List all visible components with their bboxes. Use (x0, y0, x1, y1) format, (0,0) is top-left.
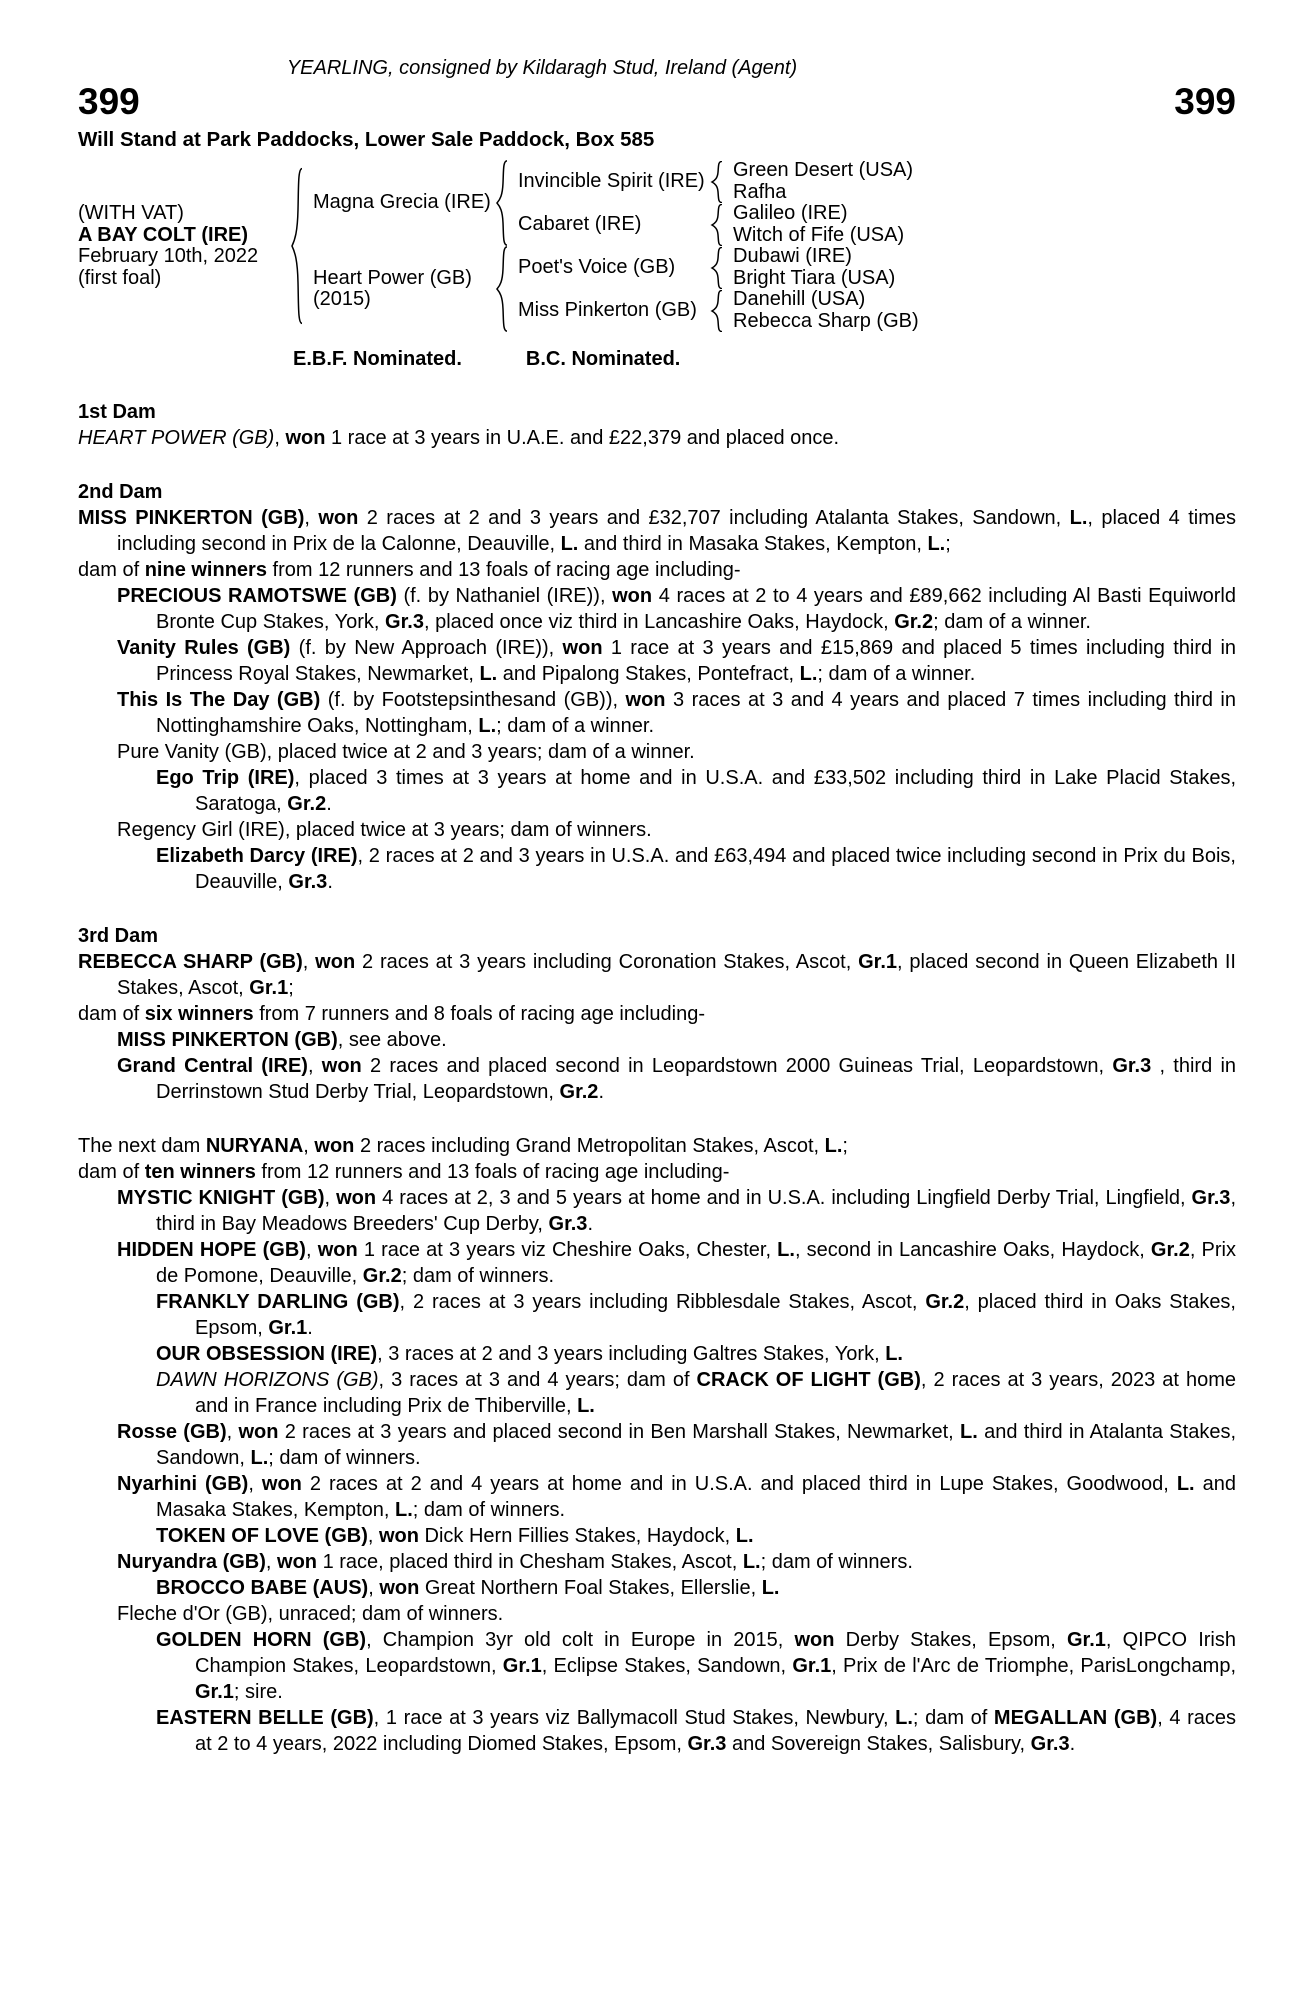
pedigree-paragraph: Pure Vanity (GB), placed twice at 2 and 3 years; dam of a winner. (117, 741, 695, 763)
great-grandparents (733, 160, 947, 203)
colt-foaling-date: February 10th, 2022 (78, 245, 259, 267)
pedigree-paragraph: MISS PINKERTON (GB), see above. (117, 1029, 447, 1051)
brace-icon (710, 204, 724, 246)
sire-branch (313, 160, 947, 246)
pedigree-paragraph: HIDDEN HOPE (GB), won 1 race at 3 years viz Cheshire Oaks, Chester, L., second in Lancashire Oaks, Haydock, Gr.2, Prix de Pomone, Deauville, Gr.2; dam of winners. (117, 1239, 1236, 1287)
brace-icon (710, 247, 724, 289)
pedigree-paragraph: FRANKLY DARLING (GB), 2 races at 3 years including Ribblesdale Stakes, Ascot, Gr.2, placed third in Oaks Stakes, Epsom, Gr.1. (156, 1291, 1236, 1339)
bc-nomination: B.C. Nominated. (525, 348, 681, 370)
pedigree-section (78, 399, 1236, 451)
pedigree-paragraph: The next dam NURYANA, won 2 races including Grand Metropolitan Stakes, Ascot, L.; (78, 1135, 848, 1157)
pedigree-paragraph: HEART POWER (GB), won 1 race at 3 years in U.A.E. and £22,379 and placed once. (78, 427, 840, 449)
pedigree-paragraph: Rosse (GB), won 2 races at 3 years and placed second in Ben Marshall Stakes, Newmarket, L. and third in Atalanta Stakes, Sandown, L.; dam of winners. (117, 1421, 1237, 1469)
grandparent-name: Cabaret (IRE) (518, 212, 642, 235)
pedigree-paragraph: Grand Central (IRE), won 2 races and placed second in Leopardstown 2000 Guineas Trial, Leopardstown, Gr.3 , third in Derrinstown Stud Derby Trial, Leopardstown, Gr.2. (117, 1055, 1237, 1103)
brace-icon (495, 246, 509, 332)
nominations-row (293, 348, 1236, 371)
pedigree-paragraph: EASTERN BELLE (GB), 1 race at 3 years viz Ballymacoll Stud Stakes, Newbury, L.; dam of MEGALLAN (GB), 4 races at 2 to 4 years, 2022 including Diomed Stakes, Epsom, Gr.3 and Sovereign Stakes, Salisbury, Gr.3. (156, 1707, 1237, 1755)
grandparent-name: Invincible Spirit (IRE) (518, 169, 705, 192)
great-grandparents (733, 246, 947, 289)
pedigree-paragraph: OUR OBSESSION (IRE), 3 races at 2 and 3 years including Galtres Stakes, York, L. (156, 1343, 903, 1365)
brace-icon (710, 161, 724, 203)
grandsire-branch (518, 246, 947, 289)
dam-section-heading: 1st Dam (78, 401, 156, 423)
dam-year-line: (2015) (313, 288, 371, 310)
pedigree-paragraph: Nuryandra (GB), won 1 race, placed third in Chesham Stakes, Ascot, L.; dam of winners. (117, 1551, 913, 1573)
pedigree-paragraph: Regency Girl (IRE), placed twice at 3 years; dam of winners. (117, 819, 652, 841)
pedigree-paragraph: MYSTIC KNIGHT (GB), won 4 races at 2, 3 and 5 years at home and in U.S.A. including Lingfield Derby Trial, Lingfield, Gr.3, third in Bay Meadows Breeders' Cup Derby, Gr.3. (117, 1187, 1236, 1235)
pedigree-paragraph: TOKEN OF LOVE (GB), won Dick Hern Fillies Stakes, Haydock, L. (156, 1525, 754, 1547)
parents-column (313, 160, 947, 332)
lot-number-right: 399 (1174, 81, 1236, 122)
pedigree-paragraph: GOLDEN HORN (GB), Champion 3yr old colt in Europe in 2015, won Derby Stakes, Epsom, Gr.1, QIPCO Irish Champion Stakes, Leopardstown, Gr.1, Eclipse Stakes, Sandown, Gr.1, Prix de l'Arc de Triomphe, ParisLongchamp, Gr.1; sire. (156, 1629, 1237, 1703)
pedigree-paragraph: DAWN HORIZONS (GB), 3 races at 3 and 4 years; dam of CRACK OF LIGHT (GB), 2 races at 3 years, 2023 at home and in France including Prix de Thiberville, L. (156, 1369, 1236, 1417)
dam-section-heading: 2nd Dam (78, 481, 163, 503)
granddam-branch (518, 289, 947, 332)
pedigree-paragraph: MISS PINKERTON (GB), won 2 races at 2 and 3 years and £32,707 including Atalanta Stakes, Sandown, L., placed 4 times including second in Prix de la Calonne, Deauville, L. and third in Masaka Stakes, Kempton, L.; (78, 507, 1236, 555)
dam-section-heading: 3rd Dam (78, 925, 159, 947)
sire-name: Magna Grecia (IRE) (313, 191, 491, 214)
grandparent-name: Miss Pinkerton (GB) (518, 298, 697, 321)
brace-icon (495, 160, 509, 246)
vat-note: (WITH VAT) (78, 202, 184, 224)
pedigree-paragraph: Fleche d'Or (GB), unraced; dam of winners. (117, 1603, 504, 1625)
pedigree-paragraph: PRECIOUS RAMOTSWE (GB) (f. by Nathaniel (IRE)), won 4 races at 2 to 4 years and £89,662 including Al Basti Equiworld Bronte Cup Stakes, York, Gr.3, placed once viz third in Lancashire Oaks, Haydock, Gr.2; dam of a winner. (117, 585, 1236, 633)
dam-branch (313, 246, 947, 332)
pedigree-paragraph: dam of ten winners from 12 runners and 13 foals of racing age including- (78, 1161, 730, 1183)
consignor-line: YEARLING, consigned by Kildaragh Stud, Ireland (Agent) (286, 57, 798, 79)
granddam-branch (518, 203, 947, 246)
pedigree-paragraph: dam of six winners from 7 runners and 8 foals of racing age including- (78, 1003, 706, 1025)
great-grandparent-name: Danehill (USA) (733, 288, 866, 310)
great-grandparent-name: Rebecca Sharp (GB) (733, 309, 919, 332)
brace-icon (710, 290, 724, 332)
brace-icon (290, 167, 304, 325)
pedigree-section (78, 1133, 1236, 1757)
stand-location-line: Will Stand at Park Paddocks, Lower Sale Paddock, Box 585 (78, 128, 655, 151)
lot-number-left: 399 (78, 81, 140, 122)
great-grandparent-name: Bright Tiara (USA) (733, 266, 896, 289)
colt-foal-note: (first foal) (78, 266, 162, 289)
great-grandparent-name: Rafha (733, 180, 787, 203)
dam-parents (518, 246, 947, 332)
pedigree-paragraph: Elizabeth Darcy (IRE), 2 races at 2 and 3 years in U.S.A. and £63,494 and placed twice including second in Prix du Bois, Deauville, Gr.3. (156, 845, 1236, 893)
colt-info (78, 203, 290, 289)
pedigree-text (78, 399, 1236, 1757)
grandparent-name: Poet's Voice (GB) (518, 255, 676, 278)
dam-name-line: Heart Power (GB) (313, 266, 472, 289)
lot-number-row (78, 82, 1236, 122)
pedigree-paragraph: REBECCA SHARP (GB), won 2 races at 3 years including Coronation Stakes, Ascot, Gr.1, placed second in Queen Elizabeth II Stakes, Ascot, Gr.1; (78, 951, 1236, 999)
pedigree-section (78, 923, 1236, 1105)
pedigree-paragraph: This Is The Day (GB) (f. by Footstepsinthesand (GB)), won 3 races at 3 and 4 years and placed 7 times including third in Nottinghamshire Oaks, Nottingham, L.; dam of a winner. (117, 689, 1236, 737)
great-grandparent-name: Dubawi (IRE) (733, 245, 852, 267)
pedigree-paragraph: BROCCO BABE (AUS), won Great Northern Foal Stakes, Ellerslie, L. (156, 1577, 780, 1599)
colt-description: A BAY COLT (IRE) (78, 223, 249, 246)
great-grandparents (733, 289, 947, 332)
sire-parents (518, 160, 947, 246)
great-grandparent-name: Witch of Fife (USA) (733, 223, 905, 246)
great-grandparent-name: Galileo (IRE) (733, 202, 848, 224)
pedigree-paragraph: dam of nine winners from 12 runners and 13 foals of racing age including- (78, 559, 741, 581)
great-grandparents (733, 203, 947, 246)
pedigree-paragraph: Ego Trip (IRE), placed 3 times at 3 years at home and in U.S.A. and £33,502 including third in Lake Placid Stakes, Saratoga, Gr.2. (156, 767, 1237, 815)
grandsire-branch (518, 160, 947, 203)
ebf-nomination: E.B.F. Nominated. (293, 348, 462, 370)
pedigree-paragraph: Nyarhini (GB), won 2 races at 2 and 4 years at home and in U.S.A. and placed third in Lupe Stakes, Goodwood, L. and Masaka Stakes, Kempton, L.; dam of winners. (117, 1473, 1236, 1521)
pedigree-section (78, 479, 1236, 895)
dam-name (313, 268, 495, 311)
pedigree-paragraph: Vanity Rules (GB) (f. by New Approach (IRE)), won 1 race at 3 years and £15,869 and placed 5 times including third in Princess Royal Stakes, Newmarket, L. and Pipalong Stakes, Pontefract, L.; dam of a winner. (117, 637, 1237, 685)
great-grandparent-name: Green Desert (USA) (733, 159, 914, 181)
pedigree-table (78, 160, 1236, 332)
